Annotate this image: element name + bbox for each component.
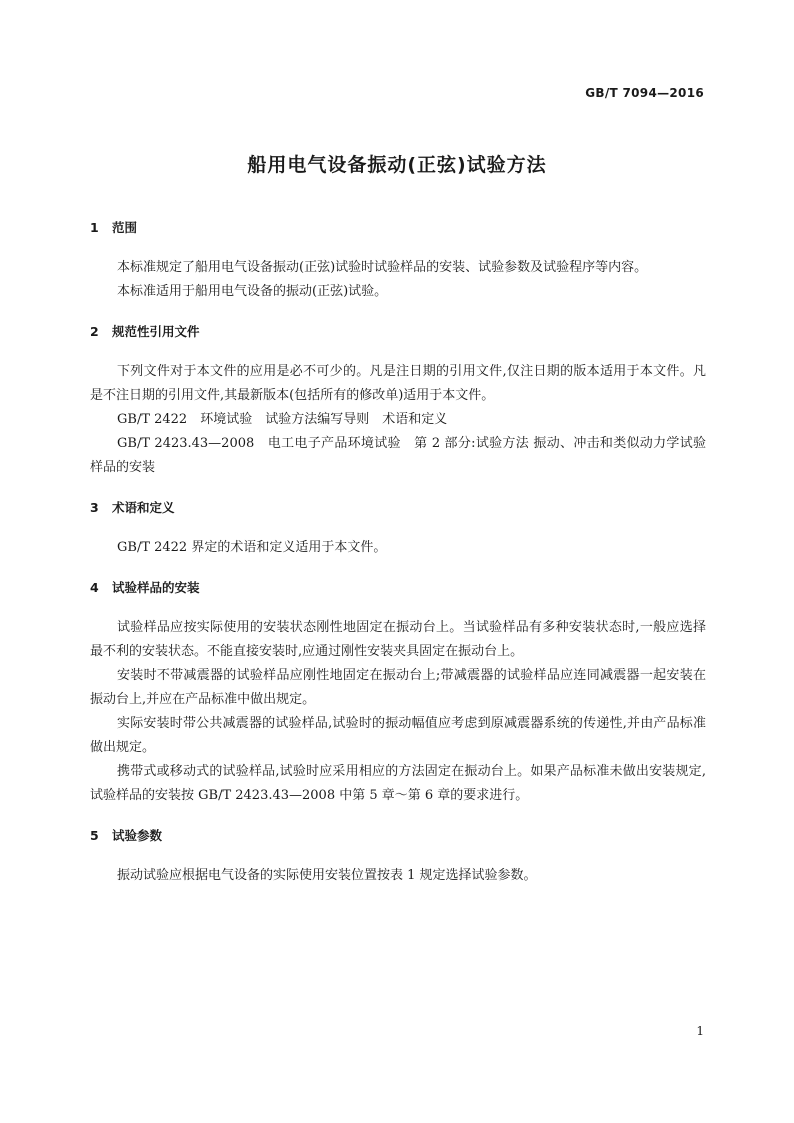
paragraph: 实际安装时带公共减震器的试验样品,试验时的振动幅值应考虑到原减震器系统的传递性,并由产品标准做出规定。	[90, 716, 706, 755]
section-test-parameters	[90, 826, 706, 888]
section-heading	[90, 826, 706, 846]
section-number: 2	[90, 324, 99, 339]
section-heading	[90, 218, 706, 238]
section-title: 范围	[112, 220, 138, 235]
section-number: 5	[90, 828, 99, 843]
paragraph: 本标准规定了船用电气设备振动(正弦)试验时试验样品的安装、试验参数及试验程序等内容。	[117, 260, 648, 275]
paragraph: 本标准适用于船用电气设备的振动(正弦)试验。	[117, 284, 388, 299]
section-sample-mounting	[90, 578, 706, 808]
standard-code: GB/T 7094—2016	[585, 86, 704, 100]
reference-item: GB/T 2422 环境试验 试验方法编写导则 术语和定义	[117, 412, 448, 427]
page-number: 1	[696, 1024, 704, 1038]
section-title: 规范性引用文件	[112, 324, 200, 339]
section-heading	[90, 578, 706, 598]
paragraph: 试验样品应按实际使用的安装状态刚性地固定在振动台上。当试验样品有多种安装状态时,一般应选择最不利的安装状态。不能直接安装时,应通过刚性安装夹具固定在振动台上。	[90, 620, 706, 659]
section-number: 3	[90, 500, 99, 515]
document-title: 船用电气设备振动(正弦)试验方法	[247, 154, 547, 176]
paragraph: 下列文件对于本文件的应用是必不可少的。凡是注日期的引用文件,仅注日期的版本适用于本文件。凡是不注日期的引用文件,其最新版本(包括所有的修改单)适用于本文件。	[90, 364, 706, 403]
paragraph: 安装时不带减震器的试验样品应刚性地固定在振动台上;带减震器的试验样品应连同减震器一起安装在振动台上,并应在产品标准中做出规定。	[90, 668, 706, 707]
section-number: 1	[90, 220, 99, 235]
section-normative-references	[90, 322, 706, 480]
section-number: 4	[90, 580, 99, 595]
paragraph: 振动试验应根据电气设备的实际使用安装位置按表 1 规定选择试验参数。	[117, 868, 537, 883]
section-title: 试验样品的安装	[112, 580, 200, 595]
document-body	[90, 218, 706, 906]
section-title: 试验参数	[112, 828, 163, 843]
section-heading	[90, 498, 706, 518]
paragraph: GB/T 2422 界定的术语和定义适用于本文件。	[117, 540, 387, 555]
reference-item: GB/T 2423.43—2008 电工电子产品环境试验 第 2 部分:试验方法 振动、冲击和类似动力学试验样品的安装	[90, 436, 706, 475]
paragraph: 携带式或移动式的试验样品,试验时应采用相应的方法固定在振动台上。如果产品标准未做出安装规定,试验样品的安装按 GB/T 2423.43—2008 中第 5 章～第 6 章的要求进行。	[90, 764, 706, 803]
section-scope	[90, 218, 706, 304]
section-title: 术语和定义	[112, 500, 175, 515]
section-terms-definitions	[90, 498, 706, 560]
section-heading	[90, 322, 706, 342]
